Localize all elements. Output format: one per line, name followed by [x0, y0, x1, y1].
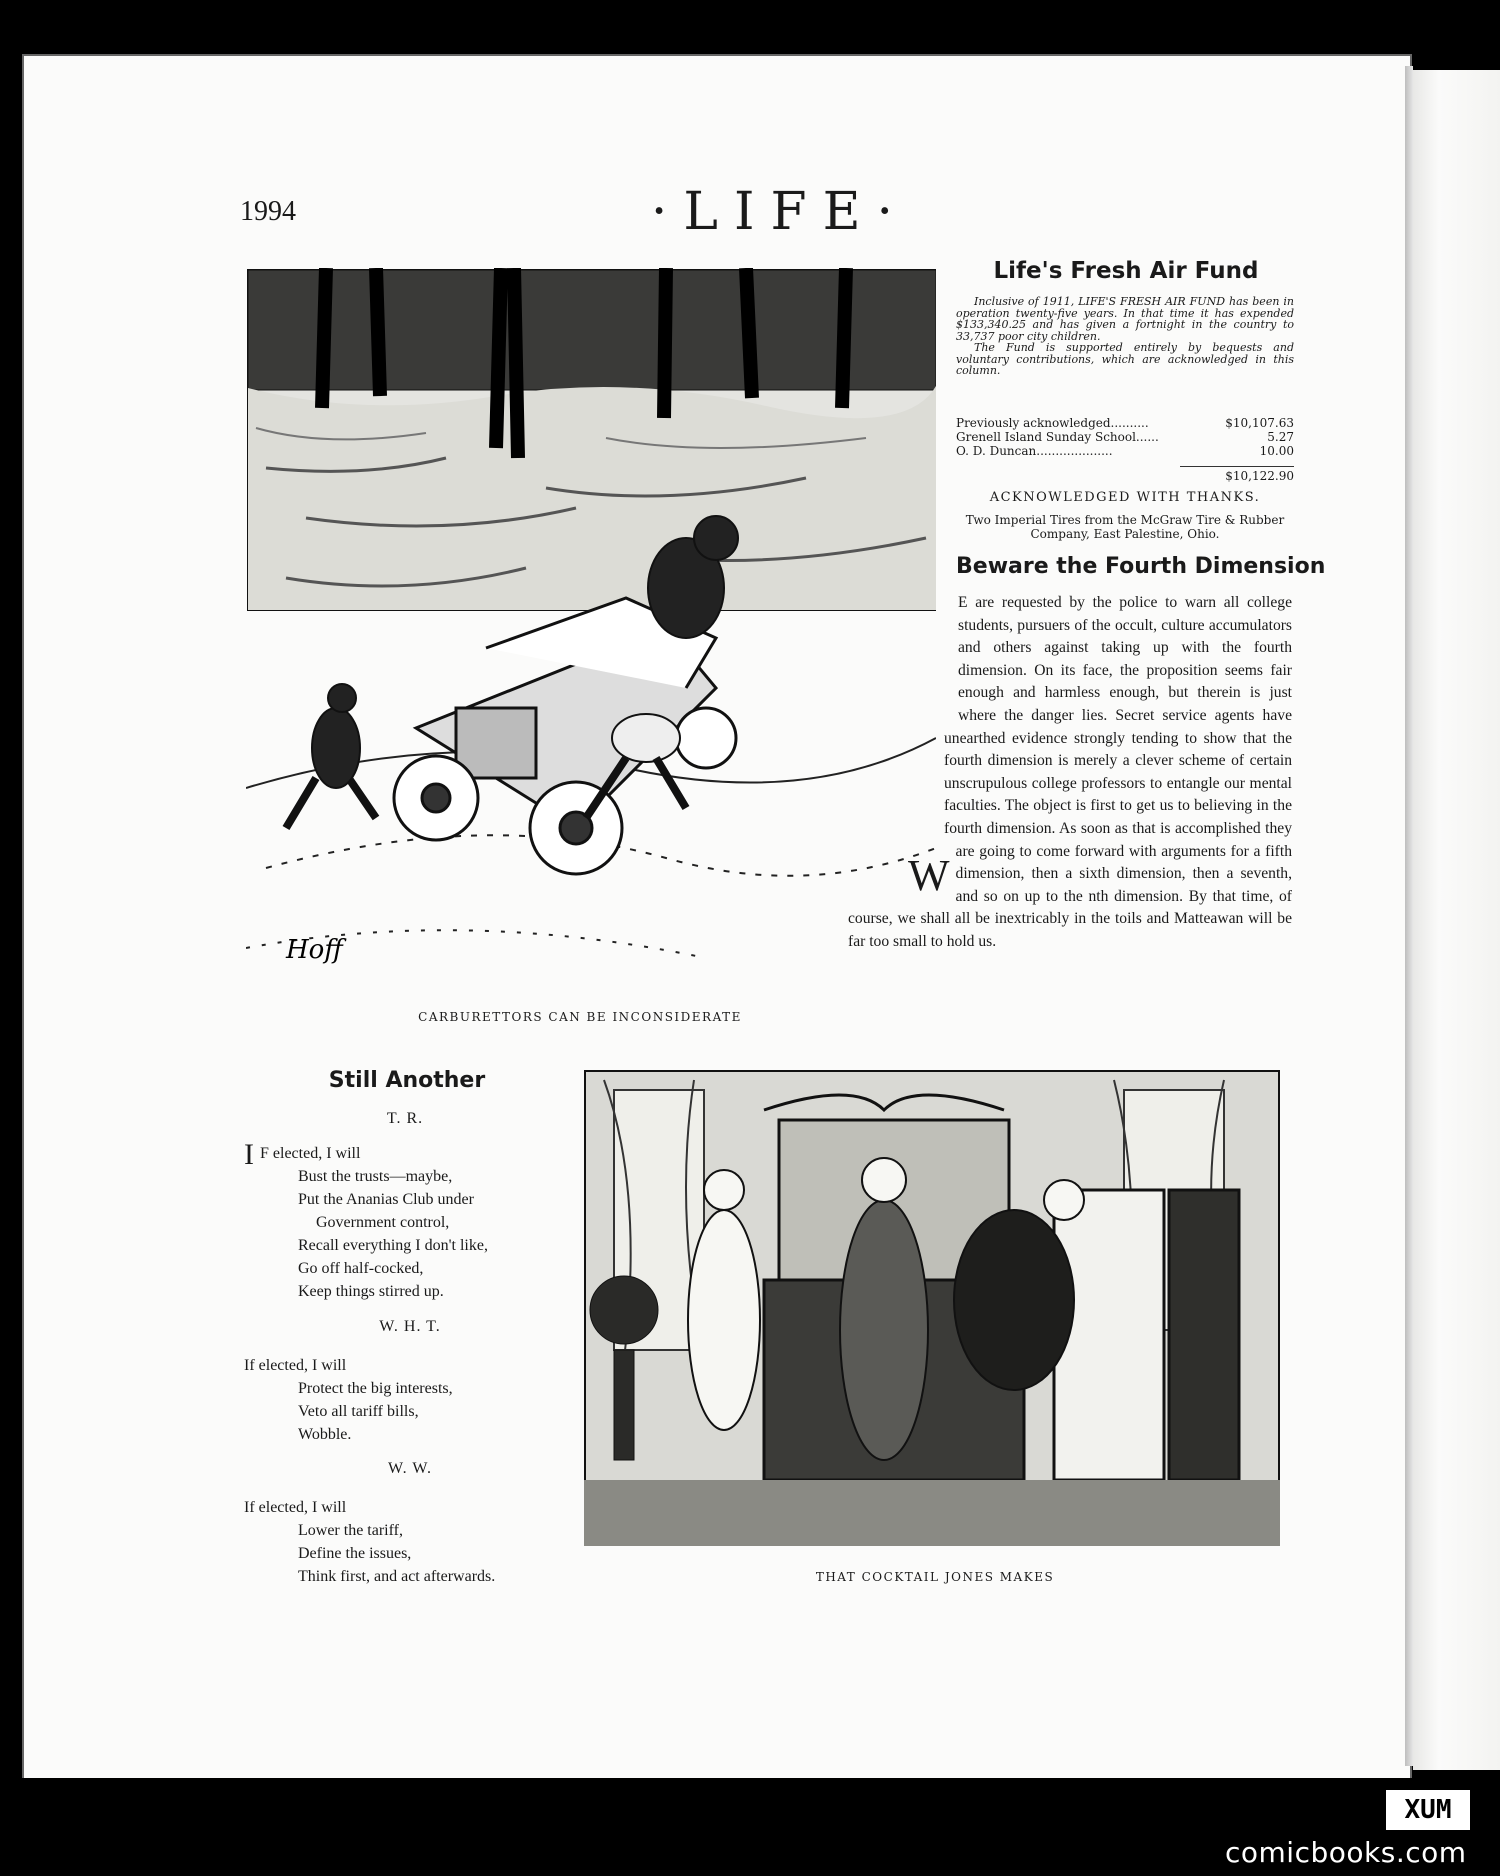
- cocktail-illustration: [584, 1070, 1280, 1546]
- fund-intro-para-2: The Fund is supported entirely by bequests and voluntary contributions, which are acknowledged in this column.: [956, 341, 1294, 377]
- verse-line: Go off half-cocked,: [298, 1260, 424, 1277]
- row-label: Grenell Island Sunday School......: [956, 430, 1159, 444]
- fund-intro-para-1: Inclusive of 1911, LIFE'S FRESH AIR FUND has been in operation twenty-five years. In that time it has expended $133,340.25 and has given a fortnight in the country to 33,737 poor city children.: [956, 295, 1294, 343]
- page-number: 1994: [240, 196, 296, 227]
- fund-contributions-table: [956, 416, 1294, 458]
- table-row: [956, 430, 1294, 444]
- verse-line: Wobble.: [298, 1426, 352, 1443]
- cocktail-caption: THAT COCKTAIL JONES MAKES: [815, 1570, 1055, 1584]
- fund-total: $10,122.90: [1180, 466, 1294, 483]
- row-label: O. D. Duncan....................: [956, 444, 1113, 458]
- illustration-wrap-space: [848, 592, 958, 720]
- row-amount: 10.00: [1259, 444, 1294, 458]
- article-heading: Beware the Fourth Dimension: [956, 554, 1326, 579]
- car-illustration: [246, 268, 936, 988]
- facing-page-edge: [1413, 70, 1500, 1770]
- stanza-signature: W. H. T.: [379, 1318, 441, 1335]
- table-row: [956, 444, 1294, 458]
- table-row: [956, 416, 1294, 430]
- row-label: Previously acknowledged..........: [956, 416, 1149, 430]
- verse-line: Government control,: [316, 1214, 450, 1231]
- artist-signature: Hoff: [286, 935, 343, 965]
- cabinet: [1054, 1190, 1239, 1480]
- verse-line: If elected, I will: [244, 1357, 347, 1374]
- drop-cap: W: [908, 851, 950, 900]
- verse-line: Lower the tariff,: [298, 1522, 403, 1539]
- scan-top-border: [0, 0, 1500, 52]
- fund-intro: [956, 296, 1294, 377]
- verse-line: Define the issues,: [298, 1545, 412, 1562]
- verse-line: Keep things stirred up.: [298, 1283, 444, 1300]
- masthead-title: ·LIFE·: [650, 182, 910, 242]
- verse-line: Bust the trusts—maybe,: [298, 1168, 453, 1185]
- page-spine: [1405, 66, 1413, 1766]
- touring-car: [394, 598, 736, 874]
- verse-line: If elected, I will: [244, 1499, 347, 1516]
- stanza-1: [244, 1138, 584, 1303]
- watermark-site: comicbooks.com: [1225, 1836, 1467, 1869]
- verse-line: F elected, I will: [260, 1145, 361, 1162]
- fund-heading: Life's Fresh Air Fund: [993, 258, 1259, 284]
- row-amount: 5.27: [1267, 430, 1294, 444]
- stanza-2: [244, 1354, 584, 1446]
- car-caption: CARBURETTORS CAN BE INCONSIDERATE: [418, 1010, 742, 1024]
- forest-background: [248, 268, 936, 610]
- stanza-signature: W. W.: [388, 1460, 432, 1477]
- verse-line: Recall everything I don't like,: [298, 1237, 488, 1254]
- illustration-wrap-space: [848, 720, 944, 854]
- scan-tag: XUM: [1386, 1790, 1470, 1830]
- verse-line: Protect the big interests,: [298, 1380, 453, 1397]
- verse-line: Think first, and act afterwards.: [298, 1568, 496, 1585]
- article-body: [848, 592, 1292, 1050]
- verse-line: Put the Ananias Club under: [298, 1191, 474, 1208]
- acknowledged-heading: ACKNOWLEDGED WITH THANKS.: [989, 490, 1261, 505]
- verse-line: Veto all tariff bills,: [298, 1403, 419, 1420]
- poem-heading: Still Another: [328, 1068, 486, 1093]
- stanza-signature: T. R.: [386, 1110, 424, 1127]
- row-amount: $10,107.63: [1225, 416, 1294, 430]
- acknowledged-item: Two Imperial Tires from the McGraw Tire & Rubber Company, East Palestine, Ohio.: [965, 513, 1285, 541]
- drop-cap: I: [244, 1138, 254, 1171]
- illustration-wrap-space: [848, 854, 908, 898]
- article-text: E are requested by the police to warn all college students, pursuers of the occult, culture accumulators and others against taking up with the fourth dimension. On its face, the proposition seems fair enough and harmless enough, but therein is just where the danger lies. Secret service agents have unearthed evidence strongly tending to show that the fourth dimension is merely a clever scheme of certain unscrupulous college professors to entangle our mental faculties. The object is first to get us to believing in the fourth dimension. As soon as that is accomplished they are going to come forward with arguments for a fifth dimension, then a sixth dimension, then a seventh, and so on up to the nth dimension. By that time, of course, we shall all be inextricably in the toils and Matteawan will be far too small to hold us.: [848, 594, 1292, 950]
- stanza-3: [244, 1496, 584, 1588]
